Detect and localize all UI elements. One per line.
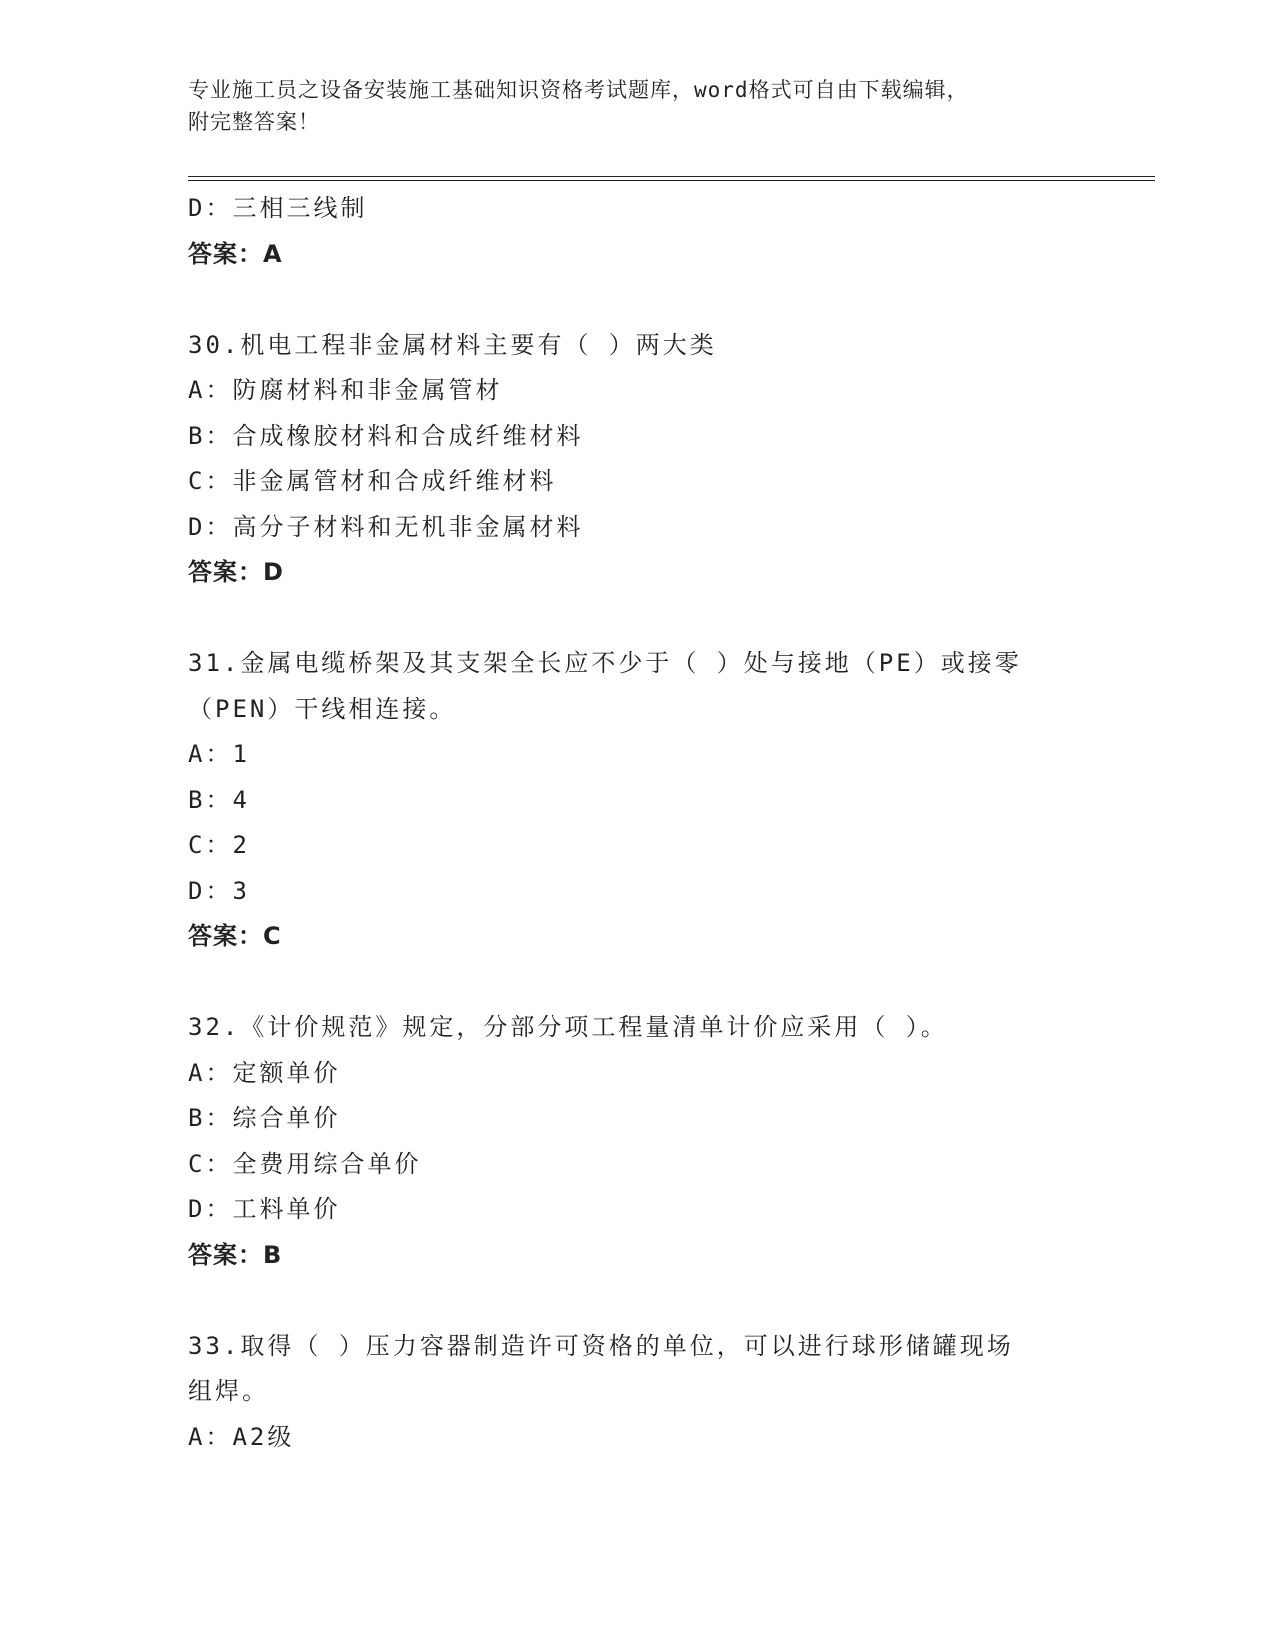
- option-a: A：防腐材料和非金属管材: [188, 376, 503, 404]
- question-list: [188, 186, 1088, 1460]
- answer-line: 答案：A: [188, 239, 283, 268]
- option-a: A：A2级: [188, 1422, 295, 1451]
- question-stem-line-1: 33.取得（ ）压力容器制造许可资格的单位，可以进行球形储罐现场: [188, 1331, 1014, 1360]
- option-d: D：高分子材料和无机非金属材料: [188, 512, 584, 541]
- document-header: [188, 74, 1088, 138]
- option-c: C：全费用综合单价: [188, 1149, 422, 1178]
- option-c: C：2: [188, 831, 250, 859]
- option-b: B：综合单价: [188, 1104, 341, 1132]
- question-stem: 32.《计价规范》规定，分部分项工程量清单计价应采用（ ）。: [188, 1013, 948, 1041]
- answer-line: 答案：D: [188, 558, 284, 586]
- header-line-1: 专业施工员之设备安装施工基础知识资格考试题库，word格式可自由下载编辑，: [188, 78, 969, 102]
- answer-line: 答案：C: [188, 922, 282, 950]
- option-a: A：1: [188, 740, 250, 768]
- answer-line: 答案：B: [188, 1240, 283, 1269]
- question-stem-line-2: （PEN）干线相连接。: [188, 694, 457, 723]
- header-divider-bottom: [188, 180, 1155, 181]
- question-stem: 30.机电工程非金属材料主要有（ ）两大类: [188, 330, 717, 359]
- question-stem-line-1: 31.金属电缆桥架及其支架全长应不少于（ ）处与接地（PE）或接零: [188, 649, 1022, 677]
- header-divider-top: [188, 176, 1155, 177]
- question-stem-line-2: 组焊。: [188, 1377, 269, 1405]
- option-a: A：定额单价: [188, 1058, 341, 1087]
- question-32: [188, 1005, 1088, 1278]
- question-33: [188, 1324, 1088, 1461]
- question-30: [188, 323, 1088, 596]
- option-b: B：合成橡胶材料和合成纤维材料: [188, 421, 584, 450]
- option-d: D：工料单价: [188, 1195, 341, 1223]
- option-c: C：非金属管材和合成纤维材料: [188, 467, 557, 495]
- question-31: [188, 641, 1088, 960]
- option-b: B：4: [188, 785, 250, 814]
- option-d: D：3: [188, 876, 250, 905]
- header-line-2: 附完整答案！: [188, 110, 320, 134]
- option-d: D：三相三线制: [188, 194, 368, 222]
